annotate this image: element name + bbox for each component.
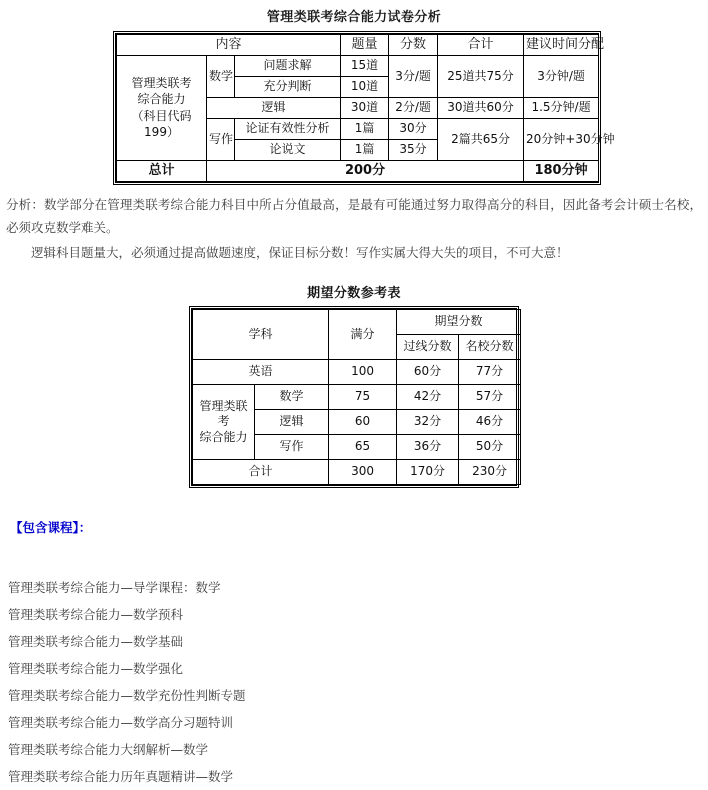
exam-row-name: 逻辑	[207, 97, 341, 118]
score-footer-full-score: 300	[329, 459, 397, 484]
page-title: 管理类联考综合能力试卷分析	[266, 10, 442, 25]
exam-row-count: 1篇	[341, 139, 389, 160]
exam-row-name: 充分判断	[235, 76, 341, 97]
exam-row-name: 论证有效性分析	[235, 118, 341, 139]
course-list	[8, 574, 708, 790]
score-header-pass-line: 过线分数	[397, 334, 459, 359]
expected-score-table	[189, 306, 519, 488]
exam-row-score: 30分	[389, 118, 438, 139]
list-item[interactable]: 管理类联考综合能力—数学强化	[8, 660, 184, 676]
exam-subject-group-line-3: （科目代码	[131, 108, 192, 123]
score-row-top-school: 50分	[459, 434, 521, 459]
list-item[interactable]: 管理类联考综合能力—数学充份性判断专题	[8, 687, 246, 703]
score-row-subject: 英语	[193, 359, 329, 384]
score-table-title: 期望分数参考表	[307, 285, 401, 301]
exam-row-count: 10道	[341, 76, 389, 97]
exam-row-count: 15道	[341, 55, 389, 76]
exam-row-total: 25道共75分	[438, 55, 524, 97]
exam-header-total: 合计	[438, 35, 524, 56]
score-footer-top-school: 230分	[459, 459, 521, 484]
score-row-subject: 数学	[255, 384, 329, 409]
exam-row-score: 2分/题	[389, 97, 438, 118]
exam-subject-group-line-2: 综合能力	[137, 92, 186, 107]
score-row-pass-line: 60分	[397, 359, 459, 384]
score-row-pass-line: 42分	[397, 384, 459, 409]
score-row-full-score: 100	[329, 359, 397, 384]
score-row-pass-line: 32分	[397, 409, 459, 434]
score-header-full-score: 满分	[329, 309, 397, 359]
score-group-line-3: 综合能力	[199, 429, 248, 444]
score-row-full-score: 60	[329, 409, 397, 434]
list-item[interactable]: 管理类联考综合能力大纲解析—数学	[8, 741, 209, 757]
list-item[interactable]: 管理类联考综合能力—数学基础	[8, 633, 184, 649]
exam-footer-total-time: 180分钟	[524, 160, 599, 181]
exam-row-time: 1.5分钟/题	[524, 97, 599, 118]
exam-footer-total-score: 200分	[207, 160, 524, 181]
score-row-subject: 写作	[255, 434, 329, 459]
course-list-heading: 【包含课程】：	[10, 519, 92, 535]
score-row-full-score: 75	[329, 384, 397, 409]
exam-row-time: 3分钟/题	[524, 55, 599, 97]
score-header-subject: 学科	[193, 309, 329, 359]
score-group-label	[193, 384, 255, 459]
score-header-top-school: 名校分数	[459, 334, 521, 359]
score-footer-label: 合计	[193, 459, 329, 484]
exam-subject-group-line-4: 199）	[144, 124, 179, 139]
score-group-line-1: 管理类联	[199, 398, 248, 413]
score-row-full-score: 65	[329, 434, 397, 459]
list-item[interactable]: 管理类联考综合能力—数学预科	[8, 606, 184, 622]
exam-row-name: 论说文	[235, 139, 341, 160]
exam-footer-label: 总计	[117, 160, 207, 181]
exam-group-math: 数学	[207, 55, 235, 97]
exam-row-name: 问题求解	[235, 55, 341, 76]
score-header-expected: 期望分数	[397, 309, 521, 334]
exam-header-score: 分数	[389, 35, 438, 56]
list-item[interactable]: 管理类联考综合能力—导学课程：数学	[8, 579, 221, 595]
exam-row-count: 1篇	[341, 118, 389, 139]
table-row	[193, 359, 521, 384]
score-row-top-school: 77分	[459, 359, 521, 384]
exam-header-content: 内容	[117, 35, 341, 56]
exam-group-writing: 写作	[207, 118, 235, 160]
exam-row-time: 20分钟+30分钟	[524, 118, 599, 160]
exam-row-total: 2篇共65分	[438, 118, 524, 160]
score-row-pass-line: 36分	[397, 434, 459, 459]
analysis-paragraph-1: 分析：数学部分在管理类联考综合能力科目中所占分值最高，是最有可能通过努力取得高分的科目，因此备考会计硕士名校，必须攻克数学难关。	[6, 196, 702, 235]
exam-row-count: 30道	[341, 97, 389, 118]
score-footer-pass-line: 170分	[397, 459, 459, 484]
score-row-top-school: 46分	[459, 409, 521, 434]
score-row-top-school: 57分	[459, 384, 521, 409]
table-row	[193, 459, 521, 484]
exam-row-score: 35分	[389, 139, 438, 160]
exam-analysis-table	[113, 31, 615, 185]
list-item[interactable]: 管理类联考综合能力历年真题精讲—数学	[8, 768, 234, 784]
table-row	[193, 384, 521, 409]
exam-header-time: 建议时间分配	[524, 35, 599, 56]
exam-row-score: 3分/题	[389, 55, 438, 97]
list-item[interactable]: 管理类联考综合能力—数学高分习题特训	[8, 714, 234, 730]
exam-subject-group	[117, 55, 207, 160]
score-group-line-2: 考	[217, 414, 230, 429]
exam-header-count: 题量	[341, 35, 389, 56]
exam-subject-group-line-1: 管理类联考	[131, 76, 192, 91]
analysis-paragraph-2: 逻辑科目题量大，必须通过提高做题速度，保证目标分数！写作实属大得大失的项目，不可大意！	[31, 244, 569, 260]
exam-row-total: 30道共60分	[438, 97, 524, 118]
score-row-subject: 逻辑	[255, 409, 329, 434]
